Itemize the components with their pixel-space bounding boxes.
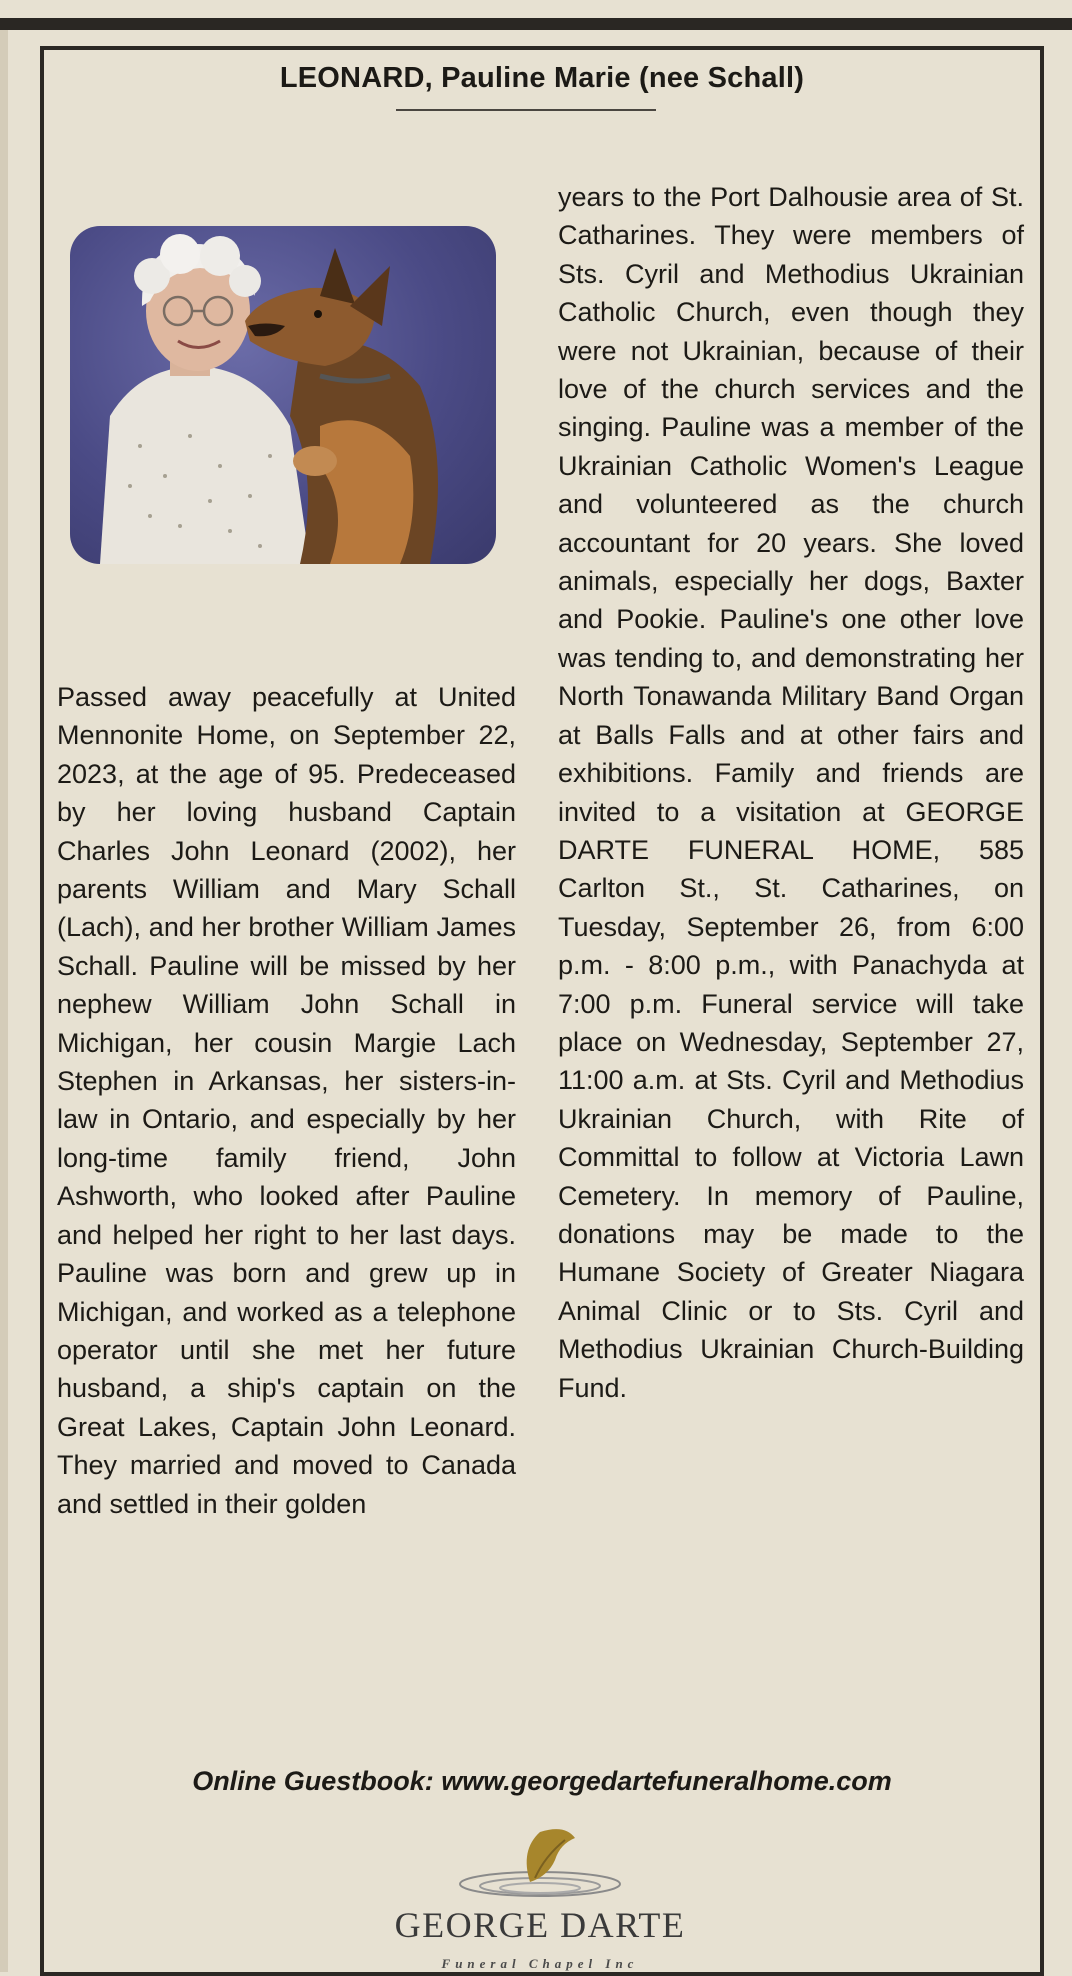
logo-name: GEORGE DARTE	[394, 1905, 686, 1945]
leaf-water-logo-icon	[370, 1820, 710, 1904]
page-edge	[0, 30, 8, 1972]
title-underline	[396, 109, 656, 111]
top-rule	[0, 18, 1072, 30]
obituary-body-right-column: years to the Port Dalhousie area of St. Catharines. They were members of Sts. Cyril and Methodius Ukrainian Catholic Church, even though they were not Ukrainian, because of their love of the church services and the singing. Pauline was a member of the Ukrainian Catholic Women's League and volunteered as the church accountant for 20 years. She loved animals, especially her dogs, Baxter and Pookie. Pauline's one other love was tending to, and demonstrating her North Tonawanda Military Band Organ at Balls Falls and at other fairs and exhibitions. Family and friends are invited to a visitation at GEORGE DARTE FUNERAL HOME, 585 Carlton St., St. Catharines, on Tuesday, September 26, from 6:00 p.m. - 8:00 p.m., with Panachyda at 7:00 p.m. Funeral service will take place on Wednesday, September 27, 11:00 a.m. at Sts. Cyril and Methodius Ukrainian Church, with Rite of Committal to follow at Victoria Lawn Cemetery. In memory of Pauline, donations may be made to the Humane Society of Greater Niagara Animal Clinic or to Sts. Cyril and Methodius Ukrainian Church-Building Fund.	[558, 182, 1024, 1403]
obituary-title: LEONARD, Pauline Marie (nee Schall)	[279, 62, 805, 94]
guestbook-link[interactable]: Online Guestbook: www.georgedartefuneralhome.com	[192, 1766, 892, 1796]
logo-subtitle: Funeral Chapel Inc	[441, 1956, 639, 1971]
portrait-photo	[70, 226, 496, 564]
portrait-woman-with-dog-icon	[70, 226, 496, 564]
funeral-home-logo	[370, 1820, 710, 1970]
logo-leaf	[527, 1829, 575, 1882]
obituary-body-left-column: Passed away peacefully at United Mennonite Home, on September 22, 2023, at the age of 95. Predeceased by her loving husband Captain Charles John Leonard (2002), her parents William and Mary Schall (Lach), and her brother William James Schall. Pauline will be missed by her nephew William John Schall in Michigan, her cousin Margie Lach Stephen in Arkansas, her sisters-in-law in Ontario, and especially by her long-time family friend, John Ashworth, who looked after Pauline and helped her right to her last days. Pauline was born and grew up in Michigan, and worked as a telephone operator until she met her future husband, a ship's captain on the Great Lakes, Captain John Leonard. They married and moved to Canada and settled in their golden	[57, 682, 516, 1519]
